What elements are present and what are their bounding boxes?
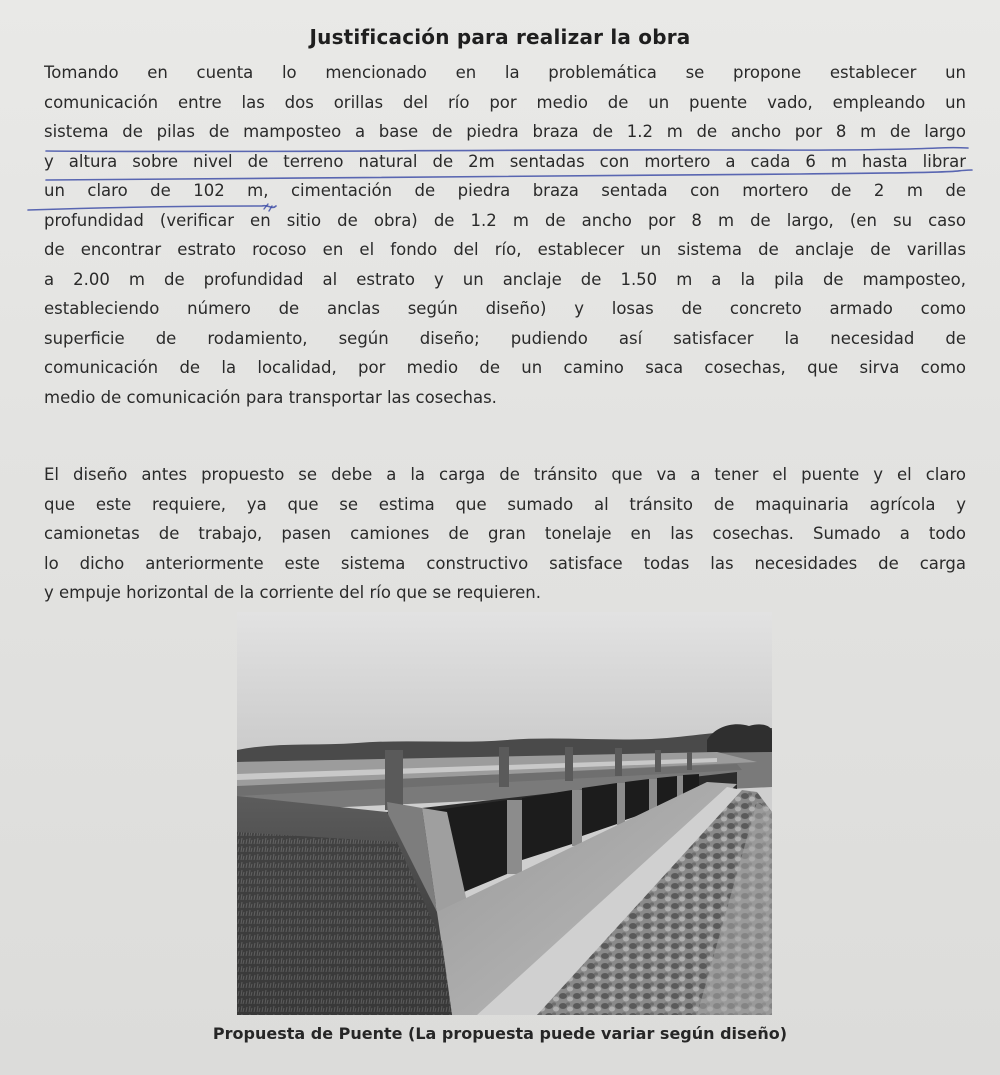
paragraph-line: comunicación de la localidad, por medio de un camino saca cosechas, que sirva como <box>44 358 966 377</box>
paragraph-line: comunicación entre las dos orillas del río por medio de un puente vado, empleando un <box>44 92 966 112</box>
paragraph-line: que este requiere, ya que se estima que sumado al tránsito de maquinaria agrícola y <box>44 494 966 514</box>
paragraph-line: lo dicho anteriormente este sistema constructivo satisface todas las necesidades de carga <box>44 553 966 573</box>
paragraph-line: sistema de pilas de mamposteo a base de piedra braza de 1.2 m de ancho por 8 m de largo <box>44 122 966 141</box>
paragraph-line: a 2.00 m de profundidad al estrato y un anclaje de 1.50 m a la pila de mamposteo, <box>44 269 966 289</box>
paragraph-line: un claro de 102 m, cimentación de piedra braza sentada con mortero de 2 m de <box>44 181 966 200</box>
bridge-photo <box>237 612 772 1015</box>
paragraph-line: camionetas de trabajo, pasen camiones de gran tonelaje en las cosechas. Sumado a todo <box>44 524 966 543</box>
paragraph-line: profundidad (verificar en sitio de obra) de 1.2 m de ancho por 8 m de largo, (en su caso <box>44 210 966 230</box>
design-paragraph <box>44 460 966 608</box>
paragraph-line: de encontrar estrato rocoso en el fondo del río, establecer un sistema de anclaje de varillas <box>44 240 966 259</box>
document-title: Justificación para realizar la obra <box>309 25 691 49</box>
paragraph-line: Tomando en cuenta lo mencionado en la problemática se propone establecer un <box>44 63 966 82</box>
paragraph-line: medio de comunicación para transportar las cosechas. <box>44 387 497 407</box>
paragraph-line: y altura sobre nivel de terreno natural de 2m sentadas con mortero a cada 6 m hasta librar <box>44 151 966 171</box>
justification-paragraph <box>44 58 966 412</box>
paragraph-line: y empuje horizontal de la corriente del río que se requieren. <box>44 583 541 602</box>
paragraph-line: superficie de rodamiento, según diseño; pudiendo así satisfacer la necesidad de <box>44 328 966 348</box>
paragraph-line: estableciendo número de anclas según diseño) y losas de concreto armado como <box>44 299 966 318</box>
paragraph-line: El diseño antes propuesto se debe a la carga de tránsito que va a tener el puente y el claro <box>44 465 966 484</box>
photo-caption: Propuesta de Puente (La propuesta puede variar según diseño) <box>212 1024 788 1043</box>
